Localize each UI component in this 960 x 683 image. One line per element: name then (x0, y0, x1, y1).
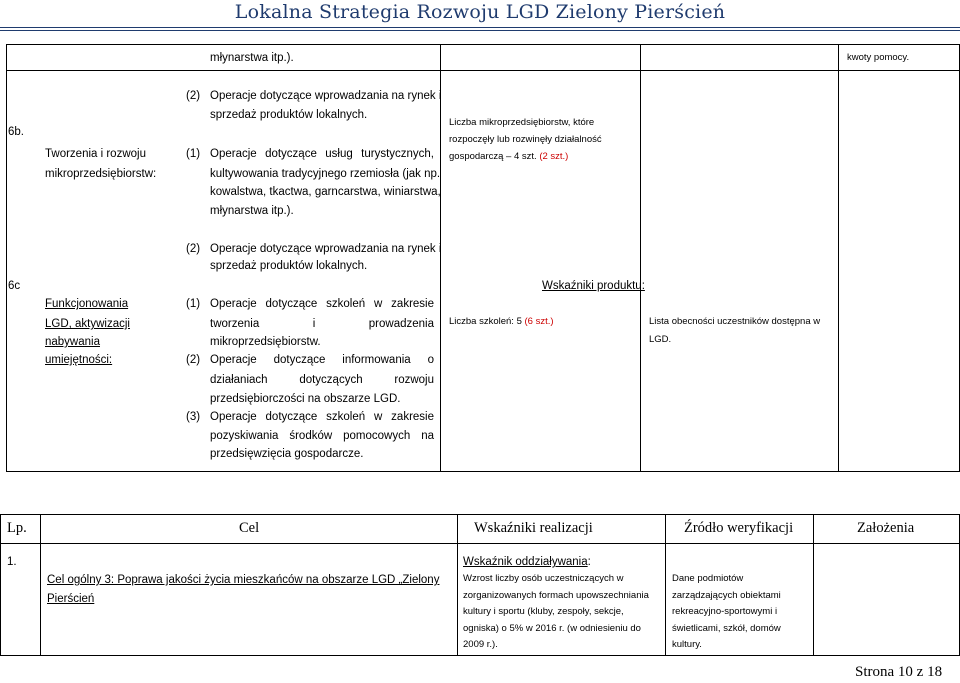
column-header-lp: Lp. (7, 520, 27, 536)
col-divider (813, 514, 814, 655)
row-name-line: Funkcjonowania (45, 298, 129, 310)
op-text: Operacje dotyczące usług turystycznych, (210, 148, 434, 160)
indicator-red-value: (2 szt.) (539, 151, 569, 162)
op-text: młynarstwa itp.). (210, 205, 294, 217)
indicator-line: Liczba szkoleń: 5 (6 szt.) (449, 316, 554, 327)
op-text: mikroprzedsiębiorstw. (210, 336, 321, 348)
column-header-goal: Cel (239, 520, 260, 536)
row-lp: 6c (8, 280, 21, 292)
col-divider (838, 44, 839, 471)
top-row-text: młynarstwa itp.). (210, 52, 294, 64)
source-line: kultury. (672, 639, 702, 650)
op-number: (1) (186, 298, 201, 310)
row-name-line: nabywania (45, 336, 100, 348)
op-text: tworzenia i prowadzenia (210, 318, 434, 330)
op-number: (2) (186, 243, 201, 255)
op-text: działaniach dotyczących rozwoju (210, 374, 434, 386)
row-lp: 1. (7, 556, 17, 568)
products-header: Wskaźniki produktu: (542, 280, 645, 292)
row-name-line: umiejętności: (45, 354, 113, 366)
source-line: zarządzających obiektami (672, 590, 781, 601)
column-header-assumptions: Założenia (857, 520, 915, 536)
col-divider (440, 44, 441, 471)
source-line: rekreacyjno-sportowymi i (672, 606, 778, 617)
table-border (0, 514, 960, 515)
row-name-line: Tworzenia i rozwoju (45, 148, 146, 160)
impact-line: kultury i sportu (kluby, zespoły, sekcje, (463, 606, 624, 617)
op-text: kultywowania tradycyjnego rzemiosła (jak np. (210, 168, 441, 180)
impact-line: 2009 r.). (463, 639, 498, 650)
impact-label: Wskaźnik oddziaływania: (463, 556, 591, 568)
op-text: pozyskiwania środków pomocowych na (210, 430, 434, 442)
column-header-indicators: Wskaźniki realizacji (474, 520, 593, 536)
col-divider (665, 514, 666, 655)
col-divider (457, 514, 458, 655)
op-number: (2) (186, 354, 201, 366)
document-header-title: Lokalna Strategia Rozwoju LGD Zielony Pierścień (234, 1, 726, 23)
header-rule (0, 27, 960, 31)
col-divider (6, 44, 7, 471)
op-text: Operacje dotyczące informowania o (210, 354, 434, 366)
column-header-source: Źródło weryfikacji (684, 520, 794, 536)
op-text: sprzedaż produktów lokalnych. (210, 260, 368, 272)
impact-line: zorganizowanych formach upowszechniania (463, 590, 649, 601)
op-text: Operacje dotyczące szkoleń w zakresie (210, 298, 434, 310)
op-text: Operacje dotyczące wprowadzania na rynek i (210, 243, 442, 255)
impact-line: ogniska) o 5% w 2016 r. (w odniesieniu do (463, 623, 641, 634)
indicator-line: rozpoczęły lub rozwinęły działalność (449, 134, 602, 145)
col-divider (640, 44, 641, 471)
goal-line: Cel ogólny 3: Poprawa jakości życia mieszkańców na obszarze LGD „Zielony (47, 574, 440, 586)
row-name-line: mikroprzedsiębiorstw: (45, 168, 157, 180)
op-number: (2) (186, 90, 201, 102)
top-row-right-text: kwoty pomocy. (847, 52, 910, 63)
impact-line: Wzrost liczby osób uczestniczących w (463, 573, 624, 584)
table-border (6, 471, 960, 472)
col-divider (40, 514, 41, 655)
col-divider (0, 514, 1, 655)
op-number: (3) (186, 411, 201, 423)
op-text: Operacje dotyczące szkoleń w zakresie (210, 411, 434, 423)
source-line: Lista obecności uczestników dostępna w (649, 316, 821, 327)
op-text: przedsięwzięcia gospodarcze. (210, 448, 364, 460)
row-name-line: LGD, aktywizacji (45, 318, 130, 330)
page-number: Strona 10 z 18 (855, 664, 943, 680)
source-line: LGD. (649, 334, 672, 345)
op-text: Operacje dotyczące wprowadzania na rynek i (210, 90, 442, 102)
goal-line: Pierścień (47, 593, 95, 605)
indicator-line: Liczba mikroprzedsiębiorstw, które (449, 117, 595, 128)
table-header-divider (0, 543, 960, 544)
op-number: (1) (186, 148, 201, 160)
op-text: kowalstwa, tkactwa, garncarstwa, winiarstwa, (210, 186, 441, 198)
op-text: sprzedaż produktów lokalnych. (210, 109, 368, 121)
indicator-line: gospodarczą – 4 szt. (2 szt.) (449, 151, 569, 162)
op-text: przedsiębiorczości na obszarze LGD. (210, 393, 401, 405)
source-line: świetlicami, szkół, domów (672, 623, 781, 634)
row-lp: 6b. (8, 126, 24, 138)
table-border (6, 44, 960, 45)
source-line: Dane podmiotów (672, 573, 744, 584)
indicator-red-value: (6 szt.) (524, 316, 554, 327)
table-border (0, 655, 960, 656)
row-divider (6, 70, 960, 71)
